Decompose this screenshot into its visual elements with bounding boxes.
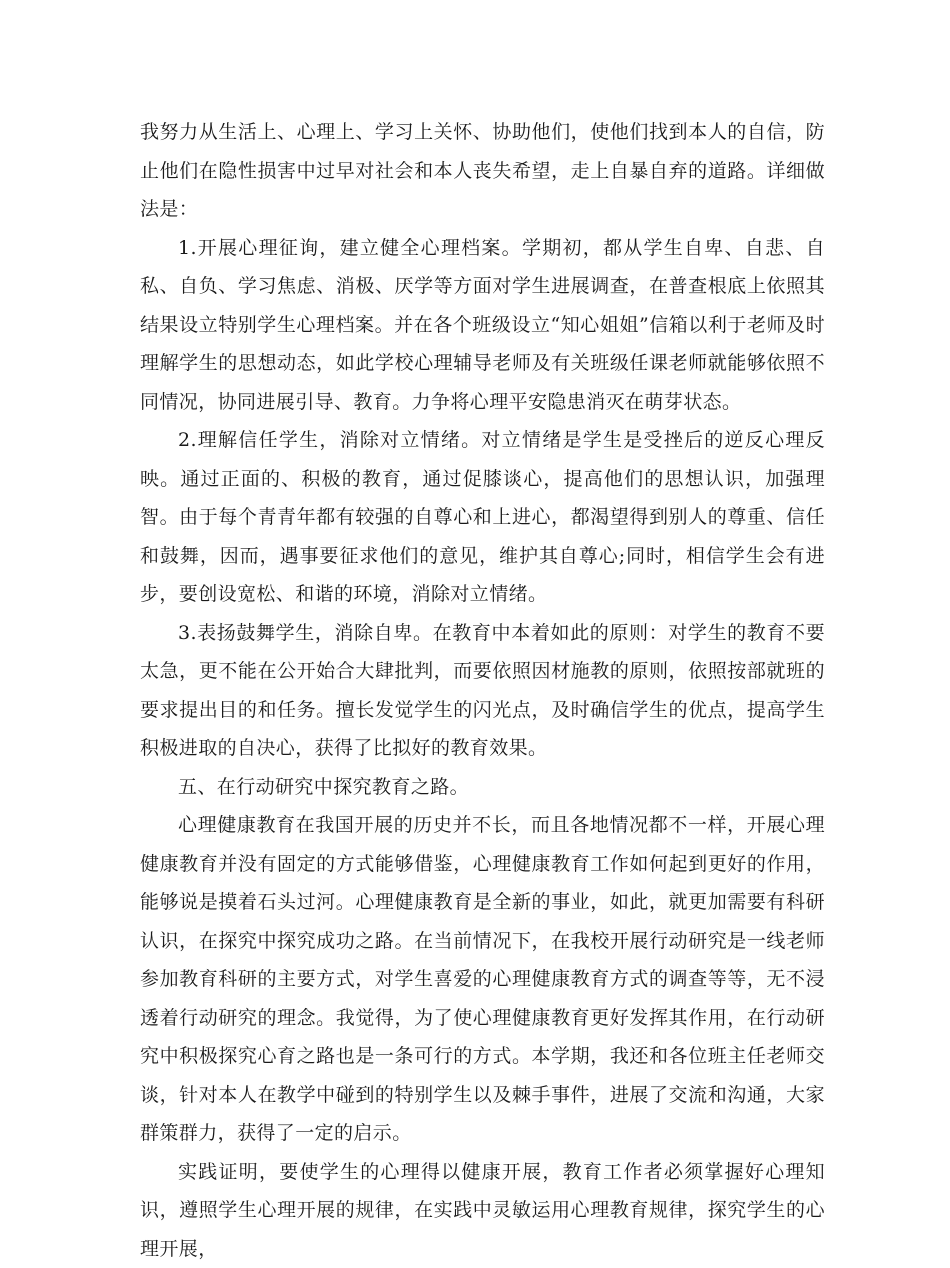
paragraph-intro: 我努力从生活上、心理上、学习上关怀、协助他们，使他们找到本人的自信，防止他们在隐性损害中过早对社会和本人丧失希望，走上自暴自弃的道路。详细做法是：: [140, 113, 825, 229]
paragraph-item-2: 2.理解信任学生，消除对立情绪。对立情绪是学生是受挫后的逆反心理反映。通过正面的、积极的教育，通过促膝谈心，提高他们的思想认识，加强理智。由于每个青青年都有较强的自尊心和上进心，都渴望得到别人的尊重、信任和鼓舞，因而，遇事要征求他们的意见，维护其自尊心;同时，相信学生会有进步，要创设宽松、和谐的环境，消除对立情绪。: [140, 421, 825, 614]
paragraph-item-3: 3.表扬鼓舞学生，消除自卑。在教育中本着如此的原则：对学生的教育不要太急，更不能在公开始合大肆批判，而要依照因材施教的原则，依照按部就班的要求提出目的和任务。擅长发觉学生的闪光点，及时确信学生的优点，提高学生积极进取的自决心，获得了比拟好的教育效果。: [140, 614, 825, 768]
paragraph-item-1: 1.开展心理征询，建立健全心理档案。学期初，都从学生自卑、自悲、自私、自负、学习焦虑、消极、厌学等方面对学生进展调查，在普查根底上依照其结果设立特别学生心理档案。并在各个班级设立“知心姐姐”信箱以利于老师及时理解学生的思想动态，如此学校心理辅导老师及有关班级任课老师就能够依照不同情况，协同进展引导、教育。力争将心理平安隐患消灭在萌芽状态。: [140, 229, 825, 422]
paragraph-action-research: 心理健康教育在我国开展的历史并不长，而且各地情况都不一样，开展心理健康教育并没有固定的方式能够借鉴，心理健康教育工作如何起到更好的作用，能够说是摸着石头过河。心理健康教育是全新的事业，如此，就更加需要有科研认识，在探究中探究成功之路。在当前情况下，在我校开展行动研究是一线老师参加教育科研的主要方式，对学生喜爱的心理健康教育方式的调查等等，无不浸透着行动研究的理念。我觉得，为了使心理健康教育更好发挥其作用，在行动研究中积极探究心育之路也是一条可行的方式。本学期，我还和各位班主任老师交谈，针对本人在教学中碰到的特别学生以及棘手事件，进展了交流和沟通，大家群策群力，获得了一定的启示。: [140, 806, 825, 1153]
section-heading-five: 五、在行动研究中探究教育之路。: [140, 768, 825, 807]
document-body: [140, 113, 825, 1268]
paragraph-practice: 实践证明，要使学生的心理得以健康开展，教育工作者必须掌握好心理知识，遵照学生心理开展的规律，在实践中灵敏运用心理教育规律，探究学生的心理开展，: [140, 1153, 825, 1268]
